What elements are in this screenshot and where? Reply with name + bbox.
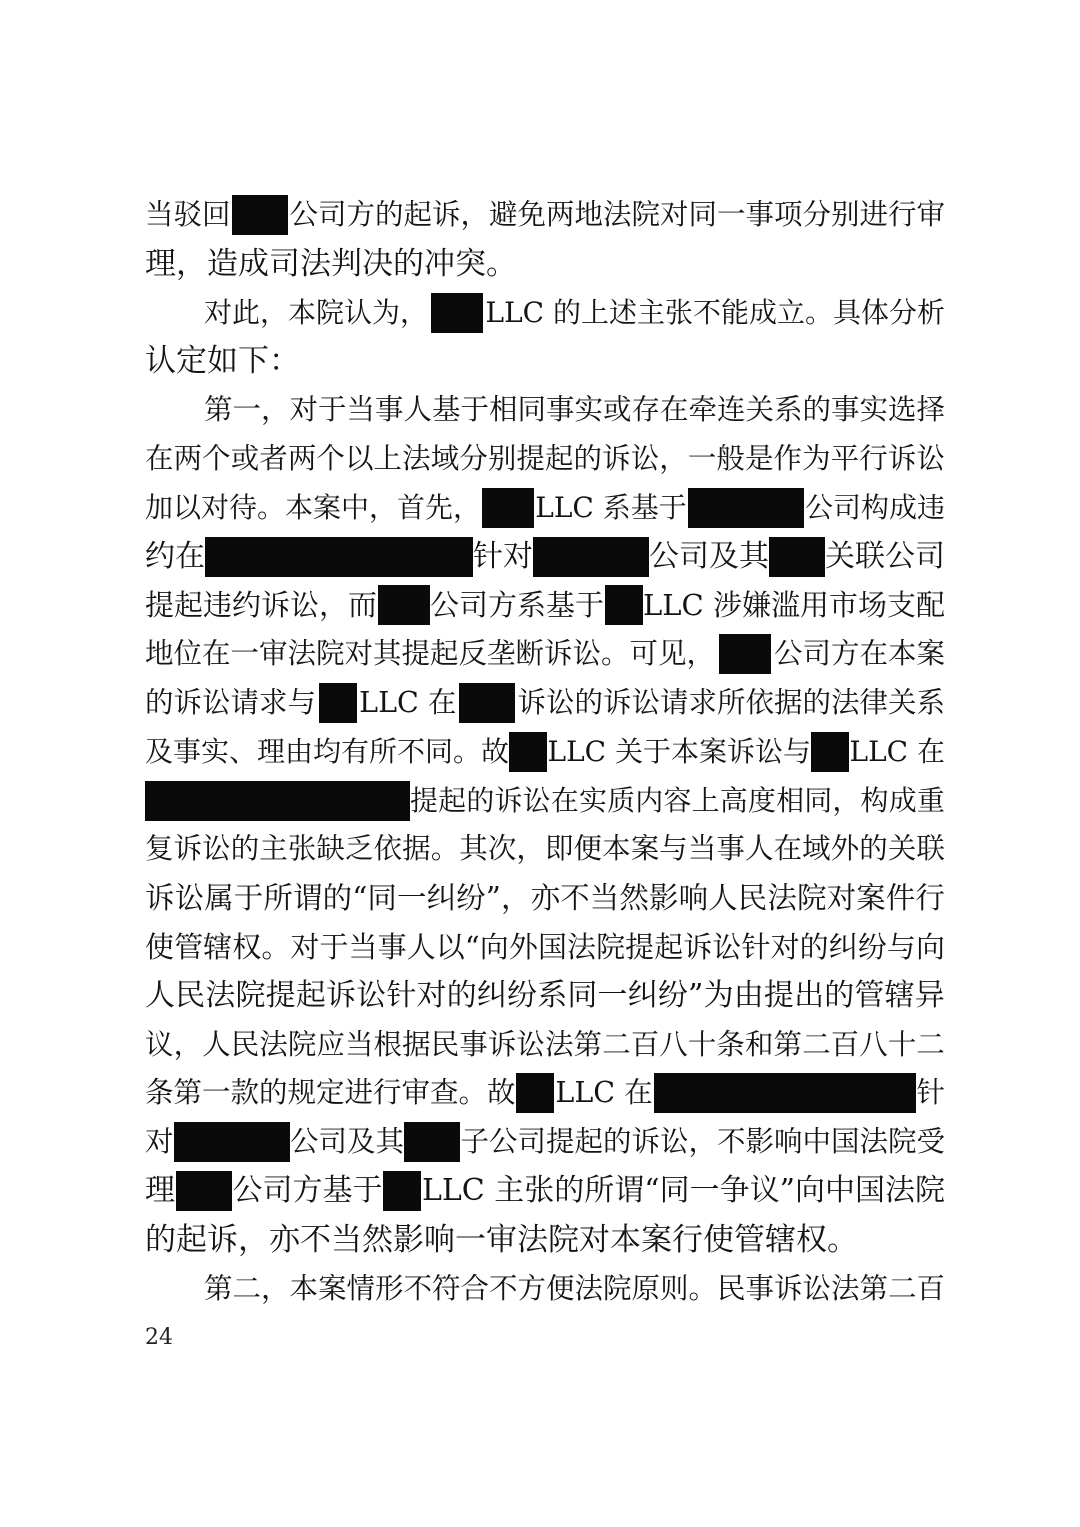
text-segment: LLC 关于本案诉讼与	[547, 734, 811, 768]
text-segment: 公司方在本案	[773, 637, 945, 671]
redaction-block	[176, 1171, 232, 1211]
text-segment: 诉讼的诉讼请求所依据的法律关系	[517, 686, 945, 719]
text-segment: LLC 涉嫌滥用市场支配	[643, 588, 945, 623]
text-line	[145, 191, 945, 239]
redaction-block	[605, 585, 643, 625]
text-line	[145, 1021, 945, 1069]
text-segment: 的起诉，亦不当然影响一审法院对本案行使管辖权。	[145, 1221, 858, 1258]
text-line	[145, 874, 945, 922]
text-segment: LLC 系基于	[535, 490, 687, 524]
text-segment: 使管辖权。对于当事人以“向外国法院提起诉讼针对的纠纷与向	[145, 930, 945, 964]
redaction-block	[509, 732, 547, 772]
text-line	[145, 1167, 945, 1215]
redaction-block	[516, 1073, 554, 1113]
text-segment: 关联公司	[825, 538, 945, 574]
text-segment: 公司及其	[289, 1125, 404, 1159]
redaction-block	[533, 537, 649, 577]
text-segment: 诉讼属于所谓的“同一纠纷”，亦不当然影响人民法院对案件行	[145, 881, 945, 916]
text-segment: 第二，本案情形不符合不方便法院原则。民事诉讼法第二百	[204, 1271, 945, 1305]
text-segment: 公司及其	[649, 538, 769, 574]
text-segment: 公司方的起诉，避免两地法院对同一事项分别进行审	[289, 198, 945, 231]
text-line	[145, 972, 945, 1020]
text-segment: 约在	[145, 538, 205, 574]
text-segment: 的诉讼请求与	[145, 686, 317, 719]
redaction-block	[719, 634, 771, 674]
redaction-block	[383, 1171, 421, 1211]
text-line	[145, 1118, 945, 1166]
redaction-block	[145, 781, 410, 821]
redaction-block	[174, 1122, 290, 1162]
text-segment: 认定如下：	[145, 343, 300, 380]
text-line	[204, 1265, 945, 1313]
redaction-block	[205, 537, 473, 577]
text-segment: 条第一款的规定进行审查。故	[145, 1076, 516, 1110]
text-segment: 提起的诉讼在实质内容上高度相同，构成重	[410, 783, 945, 817]
text-segment: 公司方系基于	[430, 588, 605, 623]
text-line	[145, 581, 945, 629]
text-line	[145, 728, 945, 776]
text-segment: LLC 在	[849, 734, 945, 768]
redaction-block	[319, 683, 357, 723]
text-line	[145, 533, 945, 581]
page-number: 24	[145, 1325, 173, 1350]
text-segment: 对	[145, 1125, 174, 1159]
text-segment: 理	[145, 1173, 175, 1208]
text-segment: 子公司提起的诉讼，不影响中国法院受	[460, 1125, 945, 1159]
text-segment: 公司方基于	[232, 1173, 383, 1208]
redaction-block	[811, 732, 849, 772]
text-segment: 当驳回	[145, 198, 231, 231]
text-segment: 复诉讼的主张缺乏依据。其次，即便本案与当事人在域外的关联	[145, 832, 945, 866]
text-segment: 针对	[473, 538, 533, 574]
redaction-block	[769, 537, 825, 577]
text-line	[145, 679, 945, 727]
redaction-block	[688, 488, 804, 528]
text-line	[204, 386, 945, 434]
redaction-block	[431, 293, 483, 333]
text-segment: 提起违约诉讼，而	[145, 588, 378, 623]
text-segment: 第一，对于当事人基于相同事实或存在牵连关系的事实选择	[204, 393, 945, 427]
redaction-block	[654, 1073, 916, 1113]
text-line	[145, 630, 945, 678]
text-line	[145, 337, 945, 385]
text-segment: 及事实、理由均有所不同。故	[145, 734, 510, 768]
text-segment: 地位在一审法院对其提起反垄断诉讼。可见，	[145, 637, 716, 671]
text-segment: LLC 在	[555, 1076, 653, 1110]
text-line	[145, 825, 945, 873]
text-segment: LLC 的上述主张不能成立。具体分析	[485, 295, 945, 329]
text-segment: 加以对待。本案中，首先，	[145, 490, 482, 524]
text-segment: 人民法院提起诉讼针对的纠纷系同一纠纷”为由提出的管辖异	[145, 977, 945, 1013]
redaction-block	[232, 195, 288, 235]
text-segment: 公司构成违	[804, 490, 945, 524]
text-segment: LLC 在	[359, 686, 457, 719]
redaction-block	[404, 1122, 460, 1162]
text-segment: LLC 主张的所谓“同一争议”向中国法院	[421, 1173, 945, 1208]
text-line	[204, 289, 945, 337]
redaction-block	[378, 585, 430, 625]
text-line	[145, 1069, 945, 1117]
text-line	[145, 777, 945, 825]
redaction-block	[459, 683, 515, 723]
text-segment: 议，人民法院应当根据民事诉讼法第二百八十条和第二百八十二	[145, 1027, 945, 1061]
text-segment: 对此，本院认为，	[204, 295, 429, 329]
text-line	[145, 1216, 945, 1264]
text-line	[145, 435, 945, 483]
text-segment: 针	[916, 1076, 945, 1110]
redaction-block	[482, 488, 534, 528]
text-line	[145, 240, 945, 288]
text-segment: 理，造成司法判决的冲突。	[145, 245, 517, 282]
text-line	[145, 923, 945, 971]
text-line	[145, 484, 945, 532]
text-segment: 在两个或者两个以上法域分别提起的诉讼，一般是作为平行诉讼	[145, 442, 945, 475]
